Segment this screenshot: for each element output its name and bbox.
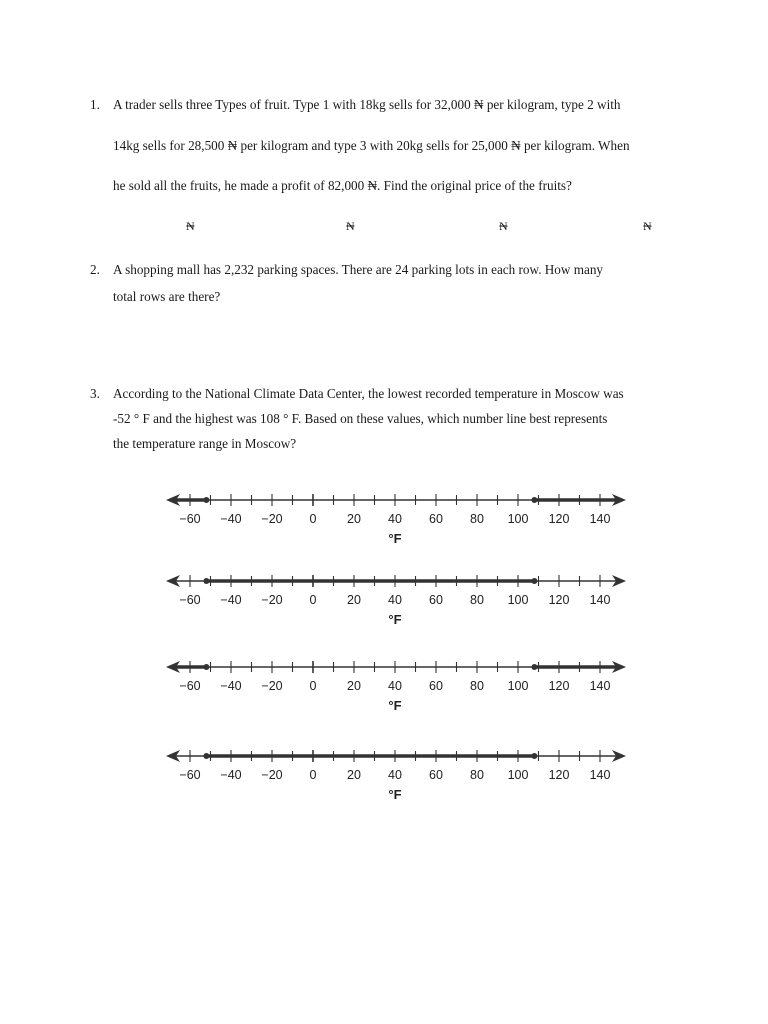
tick-label: −20 xyxy=(261,768,283,782)
tick-label: 100 xyxy=(507,593,529,607)
tick-label: −20 xyxy=(261,679,283,693)
tick-label: 40 xyxy=(388,768,402,782)
tick-label: 100 xyxy=(507,768,529,782)
tick-label: 120 xyxy=(548,512,570,526)
tick-label: 80 xyxy=(470,768,484,782)
question-text-line: total rows are there? xyxy=(113,289,221,304)
tick-label: 140 xyxy=(589,768,611,782)
unit-label: °F xyxy=(388,612,402,627)
endpoint-dot xyxy=(203,497,209,503)
question-text-line: A shopping mall has 2,232 parking spaces. There are 24 parking lots in each row. How many xyxy=(113,262,604,277)
tick-label: 40 xyxy=(388,512,402,526)
tick-label: −60 xyxy=(179,593,201,607)
tick-label: 60 xyxy=(429,593,443,607)
tick-label: 60 xyxy=(429,679,443,693)
number-line-svg xyxy=(160,741,640,809)
tick-label: 40 xyxy=(388,593,402,607)
endpoint-dot xyxy=(203,753,209,759)
tick-label: −40 xyxy=(220,512,242,526)
endpoint-dot xyxy=(203,578,209,584)
option-naira-symbol: ₦ xyxy=(346,219,355,233)
tick-label: 120 xyxy=(548,593,570,607)
tick-label: 40 xyxy=(388,679,402,693)
tick-label: 120 xyxy=(548,768,570,782)
question-number: 3. xyxy=(90,386,100,401)
tick-label: 60 xyxy=(429,512,443,526)
tick-label: −60 xyxy=(179,768,201,782)
tick-label: 20 xyxy=(347,593,361,607)
tick-label: 0 xyxy=(309,593,317,607)
endpoint-dot xyxy=(531,664,537,670)
option-naira-symbol: ₦ xyxy=(643,219,652,233)
number-line-option-3[interactable] xyxy=(160,652,640,725)
tick-label: 0 xyxy=(309,768,317,782)
tick-label: 140 xyxy=(589,512,611,526)
tick-label: 120 xyxy=(548,679,570,693)
tick-label: −60 xyxy=(179,512,201,526)
endpoint-dot xyxy=(531,578,537,584)
tick-label: −40 xyxy=(220,593,242,607)
unit-label: °F xyxy=(388,787,402,802)
endpoint-dot xyxy=(531,753,537,759)
number-line-svg xyxy=(160,485,640,553)
question-number: 1. xyxy=(90,97,100,112)
question-number: 2. xyxy=(90,262,100,277)
tick-label: −20 xyxy=(261,593,283,607)
tick-label: 80 xyxy=(470,593,484,607)
endpoint-dot xyxy=(203,664,209,670)
question-text-line: 14kg sells for 28,500 ₦ per kilogram and type 3 with 20kg sells for 25,000 ₦ per kilogram. When xyxy=(113,138,630,153)
tick-label: −40 xyxy=(220,768,242,782)
tick-label: 140 xyxy=(589,593,611,607)
unit-label: °F xyxy=(388,531,402,546)
option-naira-symbol: ₦ xyxy=(186,219,195,233)
unit-label: °F xyxy=(388,698,402,713)
tick-label: 80 xyxy=(470,512,484,526)
number-line-svg xyxy=(160,652,640,720)
number-line-option-2[interactable] xyxy=(160,566,640,639)
number-line-option-1[interactable] xyxy=(160,485,640,558)
tick-label: 140 xyxy=(589,679,611,693)
tick-label: 20 xyxy=(347,512,361,526)
tick-label: −60 xyxy=(179,679,201,693)
tick-label: 20 xyxy=(347,768,361,782)
tick-label: −20 xyxy=(261,512,283,526)
option-naira-symbol: ₦ xyxy=(499,219,508,233)
tick-label: 0 xyxy=(309,512,317,526)
question-text-line: -52 ° F and the highest was 108 ° F. Based on these values, which number line best represents xyxy=(113,411,608,426)
tick-label: 60 xyxy=(429,768,443,782)
tick-label: 0 xyxy=(309,679,317,693)
question-text-line: A trader sells three Types of fruit. Type 1 with 18kg sells for 32,000 ₦ per kilogram, type 2 with xyxy=(113,97,621,112)
tick-label: 100 xyxy=(507,679,529,693)
number-line-option-4[interactable] xyxy=(160,741,640,814)
tick-label: 80 xyxy=(470,679,484,693)
tick-label: 100 xyxy=(507,512,529,526)
question-text-line: the temperature range in Moscow? xyxy=(113,436,297,451)
question-text-line: he sold all the fruits, he made a profit of 82,000 ₦. Find the original price of the fruits? xyxy=(113,178,572,193)
tick-label: 20 xyxy=(347,679,361,693)
number-line-svg xyxy=(160,566,640,634)
tick-label: −40 xyxy=(220,679,242,693)
question-text-line: According to the National Climate Data Center, the lowest recorded temperature in Moscow was xyxy=(113,386,624,401)
endpoint-dot xyxy=(531,497,537,503)
